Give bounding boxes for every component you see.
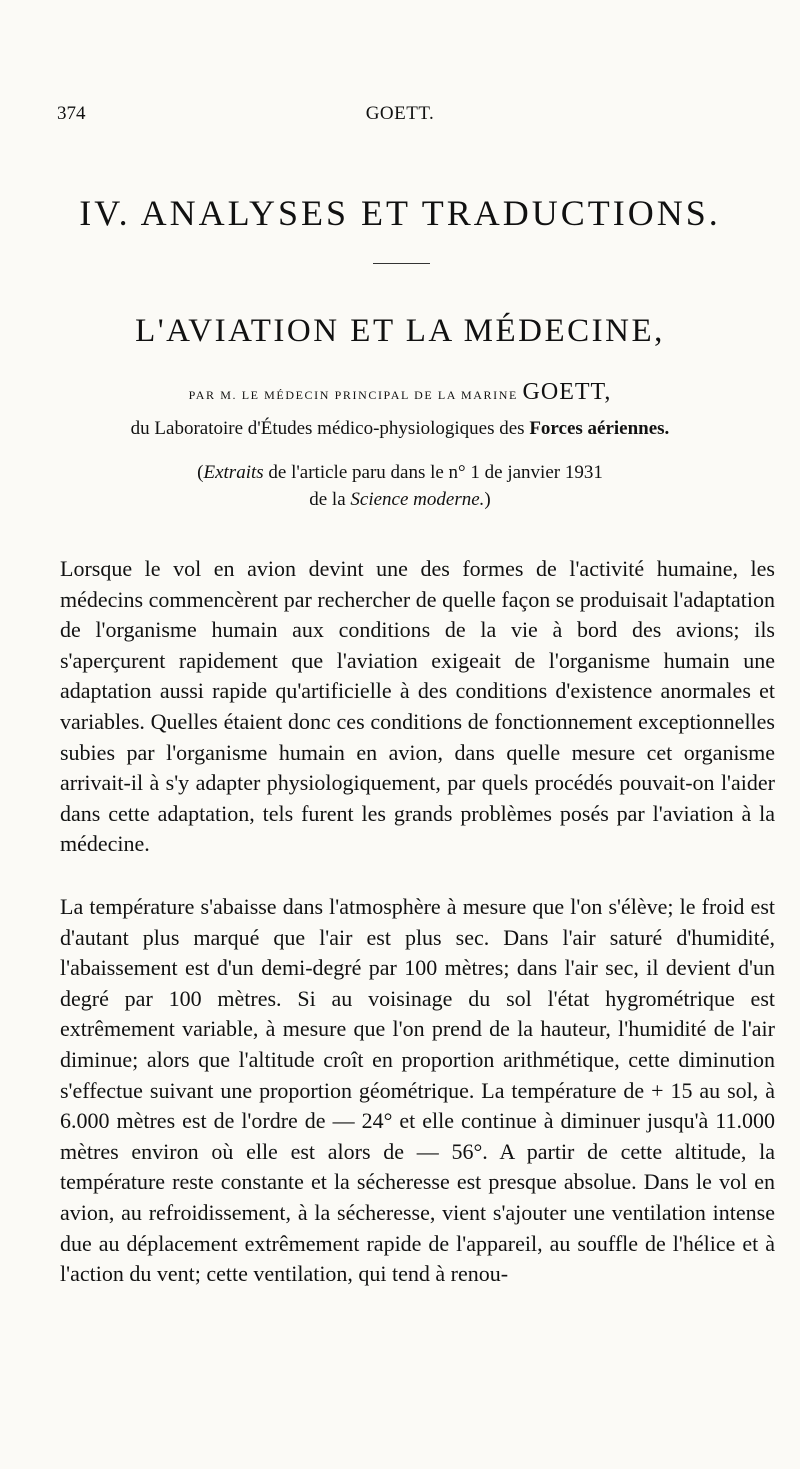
running-head: GOETT.: [365, 103, 435, 124]
extract-note: [0, 459, 800, 513]
page-number: 374: [57, 103, 86, 124]
extract-line1-rest: de l'article paru dans le n° 1 de janvier 1931: [268, 462, 603, 483]
extract-italic: Extraits: [203, 462, 264, 483]
extract-source: Science moderne.: [350, 489, 485, 510]
paragraph-2: La température s'abaisse dans l'atmosphère à mesure que l'on s'élève; le froid est d'autant plus marqué que l'air est plus sec. Dans l'air saturé d'humidité, l'abaissement est d'un demi-degré par 100 mètres; dans l'air sec, il devient d'un degré par 100 mètres. Si au voisinage du sol l'état hygrométrique est extrêmement variable, à mesure que l'on prend de la hauteur, l'humidité de l'air diminue; alors que l'altitude croît en proportion arithmétique, cette diminution s'effectue suivant une proportion géométrique. La température de + 15 au sol, à 6.000 mètres est de l'ordre de — 24° et elle continue à diminuer jusqu'à 11.000 mètres environ où elle est alors de — 56°. A partir de cette altitude, la température reste constante et la sécheresse est presque absolue. Dans le vol en avion, au refroidissement, à la sécheresse, vient s'ajouter une ventilation intense due au déplacement extrêmement rapide de l'appareil, au souffle de l'hélice et à l'action du vent; cette ventilation, qui tend à renou-: [60, 894, 775, 1287]
affiliation: [0, 418, 800, 440]
byline-prefix: PAR M. LE MÉDECIN PRINCIPAL DE LA MARINE: [188, 388, 518, 402]
close-paren: ): [484, 489, 491, 510]
article-title: L'AVIATION ET LA MÉDECINE,: [135, 313, 665, 349]
author-name: GOETT,: [522, 379, 612, 405]
extract-line-2: [0, 486, 800, 513]
extract-line2-pre: de la: [309, 489, 346, 510]
section-title: IV. ANALYSES ET TRADUCTIONS.: [79, 193, 721, 233]
affiliation-text: du Laboratoire d'Études médico-physiologiques des: [130, 418, 525, 439]
title-divider: [373, 263, 430, 264]
affiliation-bold: Forces aériennes.: [529, 418, 670, 439]
open-paren: (: [197, 462, 204, 483]
paragraph-1: Lorsque le vol en avion devint une des formes de l'activité humaine, les médecins commencèrent par rechercher de quelle façon se produisait l'adaptation de l'organisme humain aux conditions de la vie à bord des avions; ils s'aperçurent rapidement que l'aviation exigeait de l'organisme humain une adaptation aussi rapide qu'artificielle à des conditions d'existence anormales et variables. Quelles étaient donc ces conditions de fonctionnement exceptionnelles subies par l'organisme humain en avion, dans quelle mesure cet organisme arrivait-il à s'y adapter physiologiquement, par quels procédés pouvait-on l'aider dans cette adaptation, tels furent les grands problèmes posés par l'aviation à la médecine.: [60, 556, 775, 857]
byline: [0, 379, 800, 406]
extract-line-1: [0, 459, 800, 486]
